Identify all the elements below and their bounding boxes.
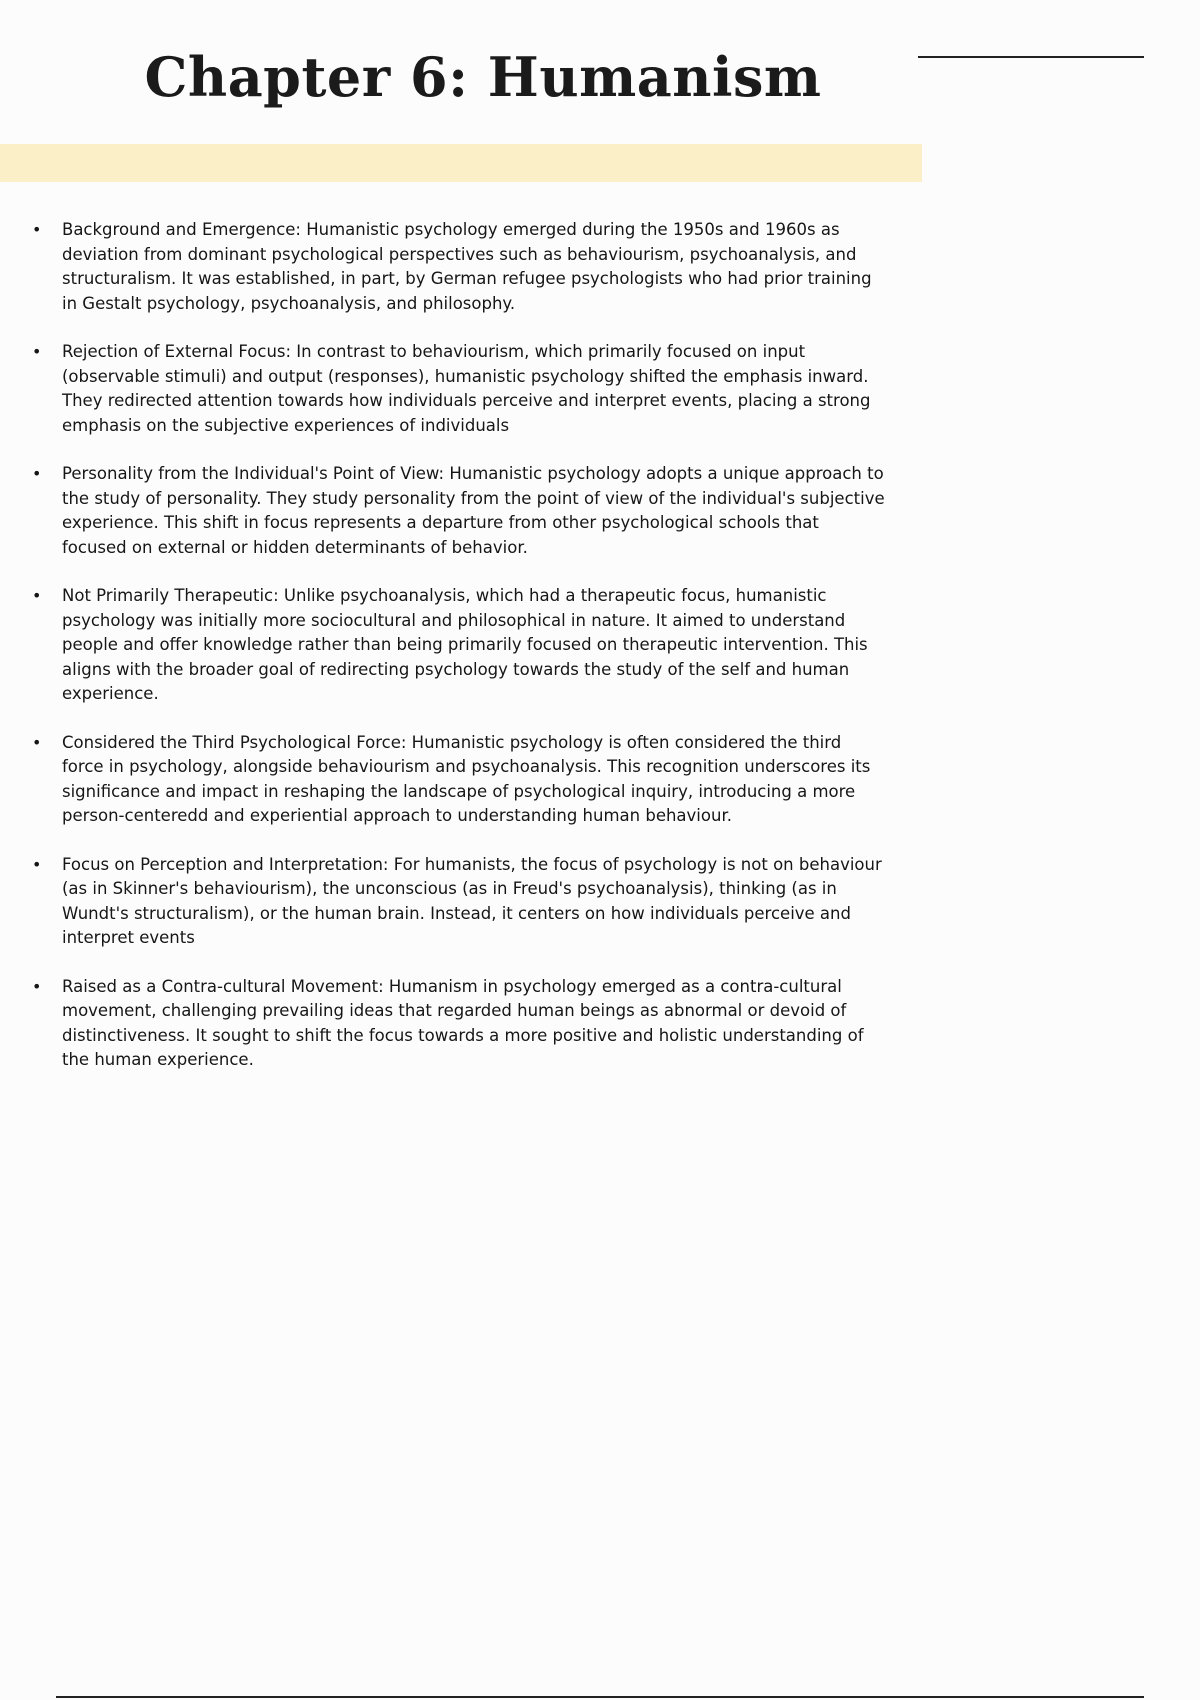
list-item: [30, 462, 886, 560]
list-item: [30, 218, 886, 316]
list-item: [30, 853, 886, 951]
bottom-divider: [56, 1696, 1144, 1698]
title-highlight-band: [0, 144, 922, 182]
bullet-text: Personality from the Individual's Point of View: Humanistic psychology adopts a unique approach to the study of personality. They study personality from the point of view of the individual's subjective experience. This shift in focus represents a departure from other psychological schools that focused on external or hidden determinants of behavior.: [62, 464, 885, 557]
list-item: [30, 340, 886, 438]
bullet-text: Rejection of External Focus: In contrast to behaviourism, which primarily focused on input (observable stimuli) and output (responses), humanistic psychology shifted the emphasis inward. They redirected attention towards how individuals perceive and interpret events, placing a strong emphasis on the subjective experiences of individuals: [62, 342, 871, 435]
bullet-text: Considered the Third Psychological Force: Humanistic psychology is often considered the third force in psychology, alongside behaviourism and psychoanalysis. This recognition underscores its significance and impact in reshaping the landscape of psychological inquiry, introducing a more person-centeredd and experiential approach to understanding human behaviour.: [62, 732, 871, 825]
page-title: Chapter 6: Humanism: [144, 45, 822, 109]
bullet-dot-icon: •: [32, 586, 42, 605]
bullet-dot-icon: •: [32, 464, 42, 483]
bullet-dot-icon: •: [32, 854, 42, 874]
bullet-dot-icon: •: [32, 220, 42, 239]
list-item: [30, 975, 886, 1073]
bullet-text: Raised as a Contra-cultural Movement: Humanism in psychology emerged as a contra-cultural movement, challenging prevailing ideas that regarded human beings as abnormal or devoid of distinctiveness. It sought to shift the focus towards a more positive and holistic understanding of the human experience.: [62, 976, 864, 1069]
bullet-dot-icon: •: [32, 342, 42, 361]
list-item: [30, 584, 886, 707]
bullet-dot-icon: •: [32, 732, 42, 752]
bullet-text: Background and Emergence: Humanistic psychology emerged during the 1950s and 1960s as deviation from dominant psychological perspectives such as behaviourism, psychoanalysis, and structuralism. It was established, in part, by German refugee psychologists who had prior training in Gestalt psychology, psychoanalysis, and philosophy.: [62, 220, 872, 313]
bullet-text: Not Primarily Therapeutic: Unlike psychoanalysis, which had a therapeutic focus, humanistic psychology was initially more sociocultural and philosophical in nature. It aimed to understand people and offer knowledge rather than being primarily focused on therapeutic intervention. This aligns with the broader goal of redirecting psychology towards the study of the self and human experience.: [62, 586, 868, 703]
bullet-list: [30, 218, 886, 1097]
bullet-dot-icon: •: [32, 976, 42, 996]
list-item: [30, 731, 886, 829]
bullet-text: Focus on Perception and Interpretation: For humanists, the focus of psychology is not on behaviour (as in Skinner's behaviourism), the unconscious (as in Freud's psychoanalysis), thinking (as in Wundt's structuralism), or the human brain. Instead, it centers on how individuals perceive and interpret events: [62, 854, 882, 947]
